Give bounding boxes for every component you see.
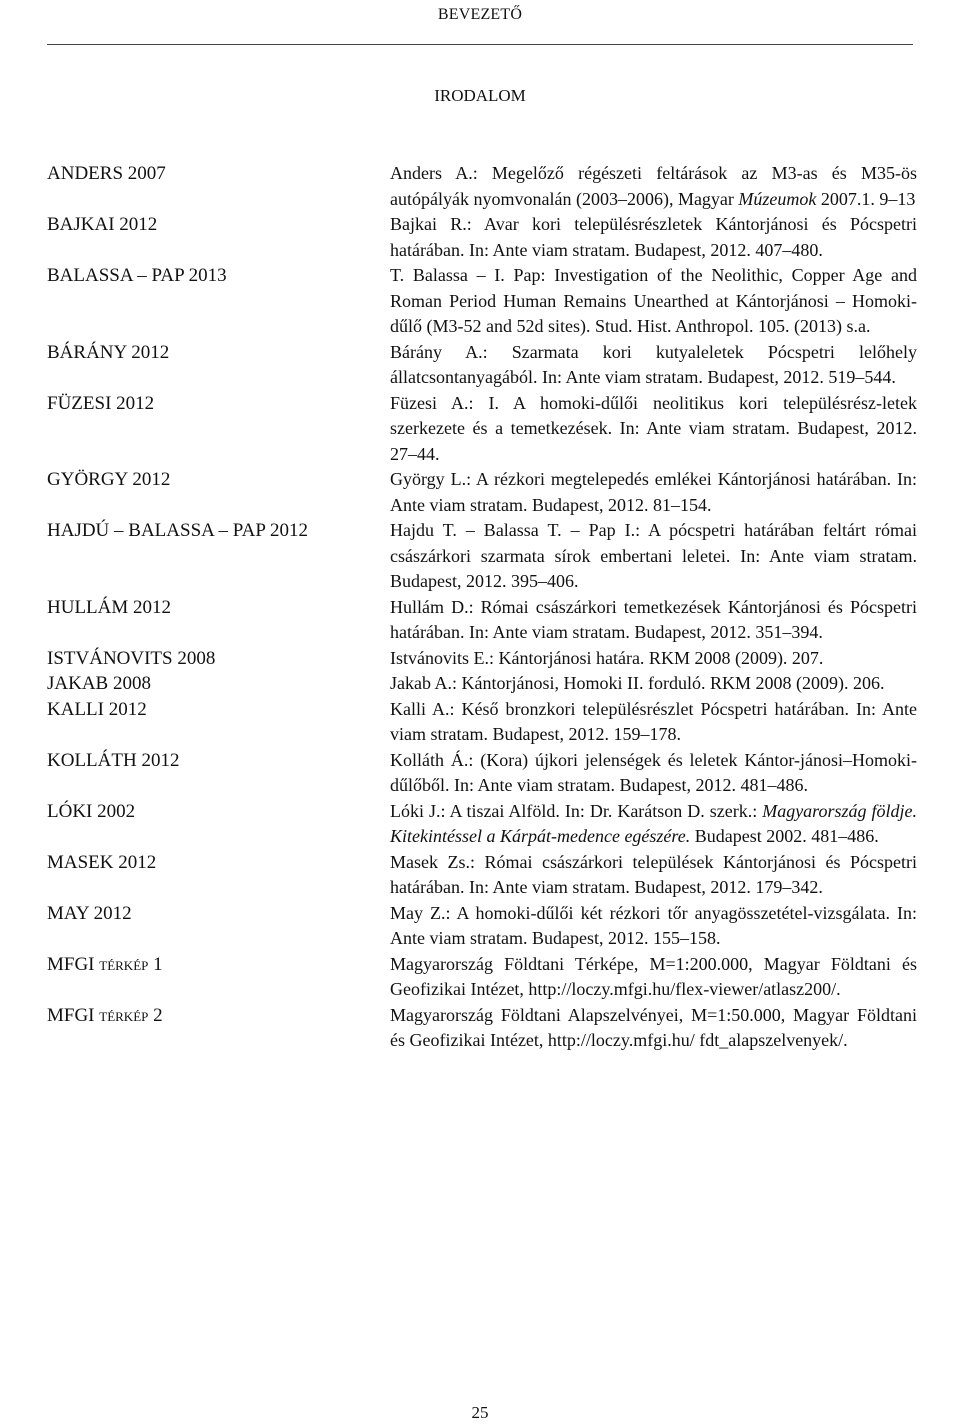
reference-key: FÜZESI 2012 — [47, 392, 155, 414]
reference-entry — [47, 671, 917, 697]
reference-text: Bajkai R.: Avar kori településrészletek Kántorjánosi és Pócspetri határában. In: Ante viam stratam. Budapest, 2012. 407–480. — [390, 214, 917, 260]
reference-key: BÁRÁNY 2012 — [47, 341, 170, 363]
reference-text: Hajdu T. – Balassa T. – Pap I.: A pócspetri határában feltárt római császárkori szarmata sírok embertani leletei. In: Ante viam stratam. Budapest, 2012. 395–406. — [390, 520, 917, 591]
reference-entry — [47, 518, 917, 595]
reference-key: HULLÁM 2012 — [47, 596, 172, 618]
reference-text: Kolláth Á.: (Kora) újkori jelenségek és leletek Kántor-jánosi–Homoki-dűlőből. In: Ante viam stratam. Budapest, 2012. 481–486. — [390, 749, 917, 795]
reference-entry — [47, 263, 917, 340]
reference-key: JAKAB 2008 — [47, 673, 151, 694]
reference-key: MFGI térkép 1 — [47, 953, 163, 975]
reference-text: Hullám D.: Római császárkori temetkezések Kántorjánosi és Pócspetri határában. In: Ante viam stratam. Budapest, 2012. 351–394. — [390, 596, 917, 642]
header-rule — [47, 44, 913, 45]
reference-key: BALASSA – PAP 2013 — [47, 265, 227, 286]
reference-text: T. Balassa – I. Pap: Investigation of the Neolithic, Copper Age and Roman Period Human Remains Unearthed at Kántorjánosi – Homoki-dűlő (M3-52 and 52d sites). Stud. Hist. Anthropol. 105. (2013) s.a. — [390, 265, 917, 336]
reference-text-after: Budapest 2002. 481–486. — [690, 826, 879, 846]
reference-key: LÓKI 2002 — [47, 800, 136, 822]
reference-key: ISTVÁNOVITS 2008 — [47, 647, 216, 669]
reference-entry — [47, 391, 917, 468]
reference-key: ANDERS 2007 — [47, 163, 166, 184]
reference-key: BAJKAI 2012 — [47, 214, 158, 235]
reference-text: Füzesi A.: I. A homoki-dűlői neolitikus kori településrész-letek szerkezete és a temetkezések. In: Ante viam stratam. Budapest, 2012. 27–44. — [390, 392, 917, 464]
running-header: BEVEZETŐ — [437, 6, 523, 23]
reference-entry — [47, 646, 917, 672]
reference-entry — [47, 467, 917, 518]
reference-key: KOLLÁTH 2012 — [47, 749, 180, 771]
reference-text — [390, 799, 917, 850]
reference-text-main: Anders A.: Megelőző régészeti feltárások az M3-as és M35-ös autópályák nyomvonalán (2003–2006), Magyar — [390, 163, 917, 209]
reference-entry — [47, 748, 917, 799]
section-title: IRODALOM — [434, 86, 526, 105]
reference-key: GYÖRGY 2012 — [47, 469, 171, 490]
reference-text: György L.: A rézkori megtelepedés emlékei Kántorjánosi határában. In: Ante viam stratam. Budapest, 2012. 81–154. — [390, 469, 917, 515]
reference-entry — [47, 952, 917, 1003]
reference-text: Masek Zs.: Római császárkori települések Kántorjánosi és Pócspetri határában. In: Ante viam stratam. Budapest, 2012. 179–342. — [390, 851, 917, 897]
reference-text: May Z.: A homoki-dűlői két rézkori tőr anyagösszetétel-vizsgálata. In: Ante viam stratam. Budapest, 2012. 155–158. — [390, 902, 917, 948]
reference-text-after: 2007.1. 9–13 — [816, 188, 916, 209]
reference-list — [47, 161, 917, 1054]
reference-entry — [47, 697, 917, 748]
reference-key: HAJDÚ – BALASSA – PAP 2012 — [47, 520, 308, 541]
reference-text: Magyarország Földtani Térképe, M=1:200.000, Magyar Földtani és Geofizikai Intézet, http://loczy.mfgi.hu/flex-viewer/atlasz200/. — [390, 953, 917, 999]
reference-text: Bárány A.: Szarmata kori kutyaleletek Pócspetri lelőhely állatcsontanyagából. In: Ante viam stratam. Budapest, 2012. 519–544. — [390, 341, 917, 387]
reference-entry — [47, 901, 917, 952]
reference-text-italic: Múzeumok — [738, 188, 817, 209]
reference-text-main: Lóki J.: A tiszai Alföld. In: Dr. Karátson D. szerk.: — [390, 800, 763, 821]
reference-text-italic: Magyarország földje. Kitekintéssel a Kárpát-medence egészére. — [390, 800, 918, 846]
reference-text: Kalli A.: Késő bronzkori településrészlet Pócspetri határában. In: Ante viam stratam. Budapest, 2012. 159–178. — [390, 698, 917, 744]
reference-entry — [47, 212, 917, 263]
page-number: 25 — [471, 1403, 489, 1422]
reference-entry — [47, 850, 917, 901]
reference-entry — [47, 340, 917, 391]
reference-text: Magyarország Földtani Alapszelvényei, M=1:50.000, Magyar Földtani és Geofizikai Intézet, http://loczy.mfgi.hu/ fdt_alapszelvenyek/. — [390, 1004, 917, 1050]
reference-key: KALLI 2012 — [47, 698, 147, 720]
reference-key: MAY 2012 — [47, 902, 132, 924]
reference-entry — [47, 1003, 917, 1054]
reference-text: Jakab A.: Kántorjánosi, Homoki II. forduló. RKM 2008 (2009). 206. — [390, 673, 885, 693]
reference-text — [390, 161, 917, 212]
reference-key: MASEK 2012 — [47, 851, 157, 873]
reference-entry — [47, 595, 917, 646]
reference-key: MFGI térkép 2 — [47, 1004, 163, 1026]
reference-entry — [47, 799, 917, 850]
reference-text: Istvánovits E.: Kántorjánosi határa. RKM 2008 (2009). 207. — [390, 647, 824, 668]
reference-entry — [47, 161, 917, 212]
